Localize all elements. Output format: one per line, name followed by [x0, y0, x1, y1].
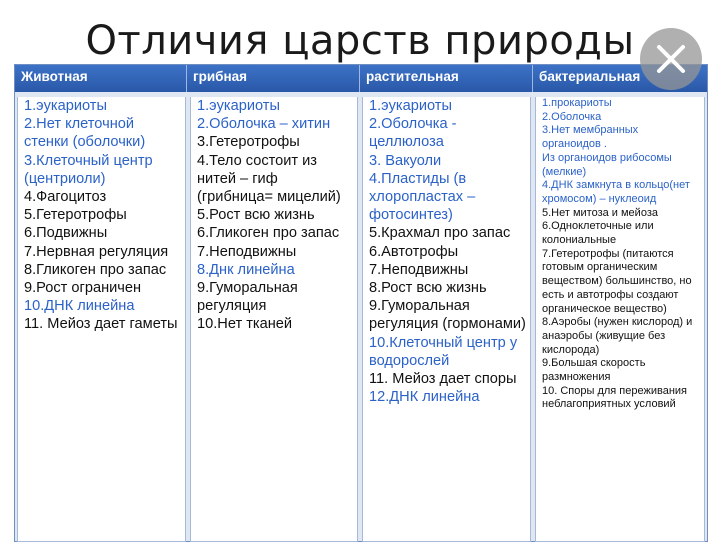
list-item: 10.Клеточный центр у водорослей — [369, 334, 518, 369]
column-animal — [17, 97, 186, 542]
list-item: 1.эукариоты — [369, 98, 452, 114]
table-header — [15, 65, 707, 92]
list-item: 7.Нервная регуляция — [24, 243, 169, 260]
list-item: 7.Гетеротрофы (питаются готовым органическим веществом) большинство, но есть и автотрофы создают органическое вещество) — [542, 247, 692, 315]
list-item: 2.Оболочка — [542, 110, 602, 123]
column-fungi — [190, 97, 358, 542]
list-item: 9.Рост ограничен — [24, 280, 142, 297]
list-item: 1.прокариоты — [542, 97, 612, 109]
list-item: 12.ДНК линейна — [369, 389, 480, 406]
page-title: Отличия царств природы — [85, 18, 635, 64]
list-item: 3. Вакуоли — [369, 152, 442, 169]
column-plant — [362, 97, 531, 542]
list-item: 5.Нет митоза и мейоза — [542, 206, 658, 219]
header-fungi: грибная — [187, 65, 360, 92]
list-item: 4.Тело состоит из нитей – гиф (грибница= мицелий) — [197, 152, 341, 206]
list-item: 9.Большая скорость размножения — [542, 357, 646, 384]
list-item: 8.Днк линейна — [197, 261, 295, 278]
list-item: 6.Гликоген про запас — [197, 225, 340, 242]
header-animal: Животная — [15, 65, 187, 92]
list-item: 9.Гуморальная регуляция — [197, 280, 298, 315]
header-plant: растительная — [360, 65, 533, 92]
list-item: 4.ДНК замкнута в кольцо(нет хромосом) – нуклеоид — [542, 179, 690, 205]
list-item: 1.эукариоты — [197, 98, 280, 114]
list-item: Из органоидов рибосомы (мелкие) — [542, 151, 672, 178]
list-item: 5.Крахмал про запас — [369, 225, 511, 242]
list-item: 8.Аэробы (нужен кислород) и анаэробы (живущие без кислорода) — [542, 316, 693, 356]
column-bacteria — [535, 97, 705, 542]
list-item: 4.Пластиды (в хлоропластах – фотосинтез) — [369, 170, 476, 224]
list-item: 2.Оболочка - целлюлоза — [369, 116, 457, 151]
table-body — [15, 92, 707, 542]
header-bacteria: бактериальная — [539, 69, 641, 84]
list-item: 2.Оболочка – хитин — [197, 116, 331, 133]
list-item: 7.Неподвижны — [369, 261, 469, 278]
list-item: 4.Фагоцитоз — [24, 189, 107, 206]
list-item: 1.эукариоты — [24, 98, 107, 114]
list-item: 10.ДНК линейна — [24, 298, 135, 315]
list-item: 3.Нет мембранных органоидов . — [542, 124, 639, 151]
close-button[interactable] — [640, 28, 702, 90]
list-item: 6.Одноклеточные или колониальные — [542, 220, 654, 247]
list-item: 6.Автотрофы — [369, 243, 459, 260]
list-item: 7.Неподвижны — [197, 243, 297, 260]
list-item: 5.Гетеротрофы — [24, 207, 127, 224]
list-item: 8.Гликоген про запас — [24, 261, 167, 278]
list-item: 3.Гетеротрофы — [197, 134, 300, 151]
list-item: 10. Споры для переживания неблагоприятных условий — [542, 384, 687, 411]
list-item: 9.Гуморальная регуляция (гормонами) — [369, 298, 526, 333]
list-item: 8.Рост всю жизнь — [369, 280, 487, 297]
list-item: 5.Рост всю жизнь — [197, 207, 315, 224]
comparison-table — [14, 64, 708, 542]
list-item: 3.Клеточный центр (центриоли) — [24, 152, 153, 187]
list-item: 6.Подвижны — [24, 225, 108, 242]
list-item: 11. Мейоз дает споры — [369, 371, 517, 388]
close-icon — [654, 42, 688, 76]
list-item: 2.Нет клеточной стенки (оболочки) — [24, 116, 146, 151]
list-item: 10.Нет тканей — [197, 316, 293, 333]
list-item: 11. Мейоз дает гаметы — [24, 316, 178, 333]
